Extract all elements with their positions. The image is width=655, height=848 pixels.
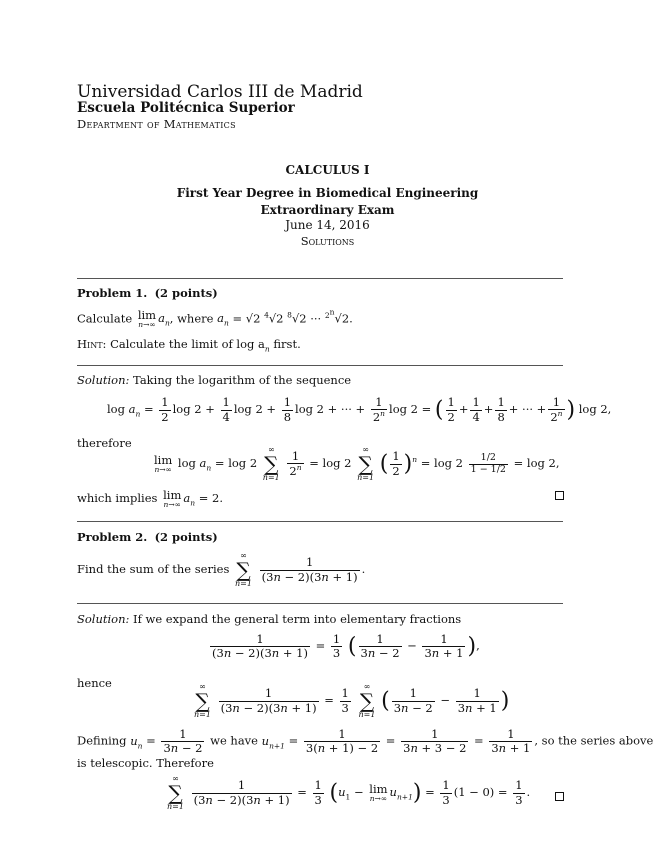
divider bbox=[77, 521, 563, 522]
hence-text: hence bbox=[77, 676, 112, 690]
problem-1-solution-intro: Solution: Taking the logarithm of the sequence bbox=[77, 373, 352, 387]
university-name: Universidad Carlos III de Madrid bbox=[77, 82, 363, 102]
problem-1-heading: Problem 1. (2 points) bbox=[77, 286, 218, 300]
equation-limit-log: lim n→∞ $\log a_n = \log 2$ ∞ ∑ n=1 $\frac{1}{2^n}$ = log 2 ∞ ∑ n=1 ( $\frac{1}{2}$ )$^n$ = log 2 $\frac{1/2}{1 - 1/2}$ = log 2, bbox=[154, 445, 560, 482]
school-name: Escuela Politécnica Superior bbox=[77, 100, 295, 116]
equation-telescopic-sum: ∞ ∑ n=1 $\frac{1}{(3n - 2)(3n + 1)}$ = $\frac{1}{3}$ ($u_1$ − lim n→∞ $u_{n+1}$) = $\frac{1}{3}$ (1 − 0) = $\frac{1}{3}$ . bbox=[167, 774, 531, 811]
problem-2-solution-intro: Solution: If we expand the general term into elementary fractions bbox=[77, 612, 462, 626]
department-name: Department of Mathematics bbox=[77, 117, 236, 131]
solutions-label: Solutions bbox=[300, 234, 355, 248]
exam-title: Extraordinary Exam bbox=[260, 203, 395, 217]
exam-date: June 14, 2016 bbox=[285, 218, 370, 232]
problem-2-statement: Find the sum of the series ∞ ∑ n=1 $\frac{1}{(3n - 2)(3n + 1)}$ . bbox=[77, 551, 366, 588]
qed-square-icon bbox=[555, 792, 564, 801]
equation-partial-fractions: $\frac{1}{(3n - 2)(3n + 1)}$ = $\frac{1}{3}$ ( $\frac{1}{3n - 2}$ − $\frac{1}{3n + 1}$ ), bbox=[212, 632, 480, 661]
problem-1-hint: Hint: Calculate the limit of $\log a_n$ first. bbox=[77, 337, 301, 354]
divider bbox=[77, 603, 563, 604]
problem-2-heading: Problem 2. (2 points) bbox=[77, 530, 218, 544]
problem-1-conclusion: which implies lim n→∞ $a_n = 2$. bbox=[77, 488, 223, 510]
degree-title: First Year Degree in Biomedical Engineering bbox=[176, 186, 479, 200]
problem-1-statement: Calculate lim n→∞ $a_n$, where $a_n = √2$ $^4$√2 $^8$√2 ··· $^{2^n}$√2. bbox=[77, 307, 353, 330]
course-title: CALCULUS I bbox=[285, 163, 370, 177]
therefore-text: therefore bbox=[77, 436, 132, 450]
divider bbox=[77, 365, 563, 366]
qed-square-icon bbox=[555, 491, 564, 500]
telescopic-text: is telescopic. Therefore bbox=[77, 756, 214, 770]
divider bbox=[77, 278, 563, 279]
equation-log-sequence: $\log a_n$ = $\frac{1}{2}$ log 2 + $\frac{1}{4}$ log 2 + $\frac{1}{8}$ log 2 + ··· + $\frac{1}{2^n}$ log 2 = ( $\frac{1}{2}$ + $\frac{1}{4}$ + $\frac{1}{8}$ + ··· + $\frac{1}{2^n}$ ) log 2, bbox=[107, 395, 612, 425]
equation-series-split: ∞ ∑ n=1 $\frac{1}{(3n - 2)(3n + 1)}$ = $\frac{1}{3}$ ∞ ∑ n=1 ( $\frac{1}{3n - 2}$ − $\frac{1}{3n + 1}$ ) bbox=[194, 682, 510, 719]
definition-line: Defining $u_n$ = $\frac{1}{3n - 2}$ we have $u_{n+1}$ = $\frac{1}{3(n + 1) - 2}$ = $\frac{1}{3n + 3 - 2}$ = $\frac{1}{3n + 1}$ , so the series above bbox=[77, 727, 654, 756]
